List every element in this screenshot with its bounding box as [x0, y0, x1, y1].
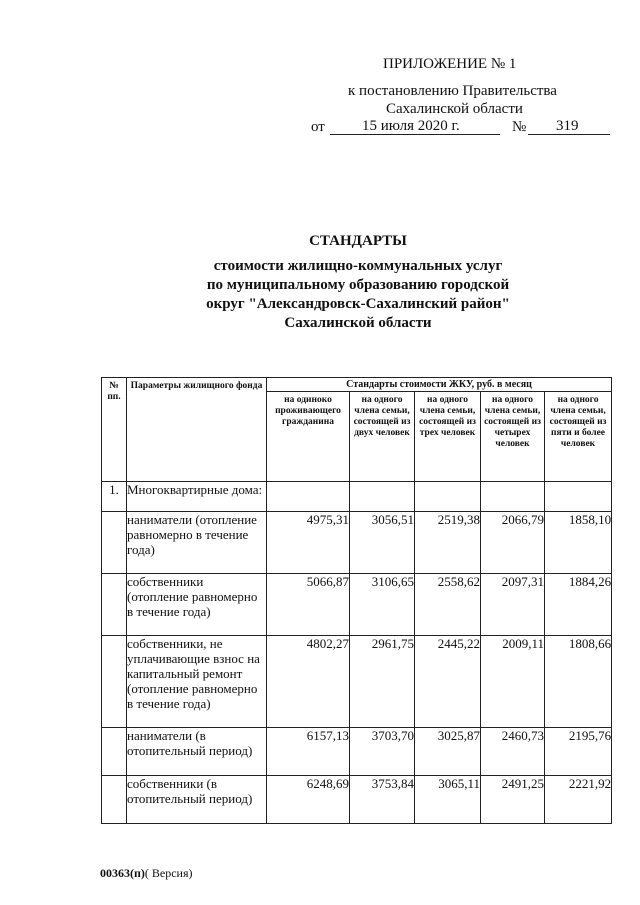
document-code-number: 00363(п) — [100, 866, 145, 880]
document-version: ( Версия) — [144, 866, 193, 880]
empty-cell — [102, 512, 127, 574]
value-cell: 3025,87 — [415, 728, 481, 776]
empty-cell — [267, 482, 350, 512]
value-cell: 4802,27 — [267, 636, 350, 728]
resolution-line-1: к постановлению Правительства — [348, 83, 557, 99]
subtitle-line-1: стоимости жилищно-коммунальных услуг — [213, 258, 503, 274]
row-label: собственники (отопление равномерно в течение года) — [127, 574, 267, 636]
value-cell: 2097,31 — [481, 574, 545, 636]
value-cell: 1884,26 — [545, 574, 612, 636]
number-sign: № — [512, 119, 527, 135]
value-cell: 2491,25 — [481, 776, 545, 824]
row-label: собственники (в отопительный период) — [127, 776, 267, 824]
value-cell: 3753,84 — [350, 776, 415, 824]
resolution-number: 319 — [556, 118, 579, 134]
value-cell: 3106,65 — [350, 574, 415, 636]
empty-cell — [102, 728, 127, 776]
value-cell: 6248,69 — [267, 776, 350, 824]
row-label: наниматели (в отопительный период) — [127, 728, 267, 776]
value-cell: 2445,22 — [415, 636, 481, 728]
sub-header-2: на одного члена семьи, состоящей из двух человек — [350, 392, 415, 482]
value-cell: 2460,73 — [481, 728, 545, 776]
value-cell: 3056,51 — [350, 512, 415, 574]
col-number-header: № пп. — [102, 378, 127, 482]
value-cell: 6157,13 — [267, 728, 350, 776]
empty-cell — [545, 482, 612, 512]
value-cell: 2221,92 — [545, 776, 612, 824]
col-params-header: Параметры жилищного фонда — [127, 378, 267, 482]
section-label: Многоквартирные дома: — [127, 482, 267, 512]
empty-cell — [350, 482, 415, 512]
table-row — [102, 776, 612, 824]
sub-header-3: на одного члена семьи, состоящей из трех человек — [415, 392, 481, 482]
subtitle-line-4: Сахалинской области — [284, 315, 432, 331]
value-cell: 2961,75 — [350, 636, 415, 728]
subtitle-line-3: округ "Александровск-Сахалинский район" — [206, 296, 510, 312]
standards-table — [101, 377, 612, 824]
empty-cell — [481, 482, 545, 512]
table-row — [102, 574, 612, 636]
table-row-section — [102, 482, 612, 512]
value-cell: 1808,66 — [545, 636, 612, 728]
value-cell: 1858,10 — [545, 512, 612, 574]
value-cell: 5066,87 — [267, 574, 350, 636]
row-label: собственники, не уплачивающие взнос на капитальный ремонт (отопление равномерно в течение года) — [127, 636, 267, 728]
date-prefix: от — [311, 119, 325, 135]
value-cell: 2558,62 — [415, 574, 481, 636]
value-cell: 2519,38 — [415, 512, 481, 574]
appendix-title: ПРИЛОЖЕНИЕ № 1 — [383, 56, 517, 72]
table-row — [102, 728, 612, 776]
value-cell: 2066,79 — [481, 512, 545, 574]
sub-header-5: на одного члена семьи, состоящей из пяти и более человек — [545, 392, 612, 482]
empty-cell — [102, 776, 127, 824]
table-row — [102, 512, 612, 574]
value-cell: 4975,31 — [267, 512, 350, 574]
resolution-date: 15 июля 2020 г. — [362, 118, 460, 134]
resolution-line-2: Сахалинской области — [386, 101, 523, 117]
value-cell: 2195,76 — [545, 728, 612, 776]
document-code — [100, 866, 193, 881]
document-title: СТАНДАРТЫ — [309, 233, 407, 249]
section-number: 1. — [102, 482, 127, 512]
value-cell: 3703,70 — [350, 728, 415, 776]
empty-cell — [102, 574, 127, 636]
empty-cell — [102, 636, 127, 728]
sub-header-1: на одиноко проживающего гражданина — [267, 392, 350, 482]
value-cell: 3065,11 — [415, 776, 481, 824]
sub-header-4: на одного члена семьи, состоящей из четырех человек — [481, 392, 545, 482]
document-subtitle — [0, 257, 640, 333]
table-row — [102, 636, 612, 728]
empty-cell — [415, 482, 481, 512]
value-cell: 2009,11 — [481, 636, 545, 728]
group-header: Стандарты стоимости ЖКУ, руб. в месяц — [267, 378, 612, 392]
row-label: наниматели (отопление равномерно в течение года) — [127, 512, 267, 574]
subtitle-line-2: по муниципальному образованию городской — [206, 277, 510, 293]
